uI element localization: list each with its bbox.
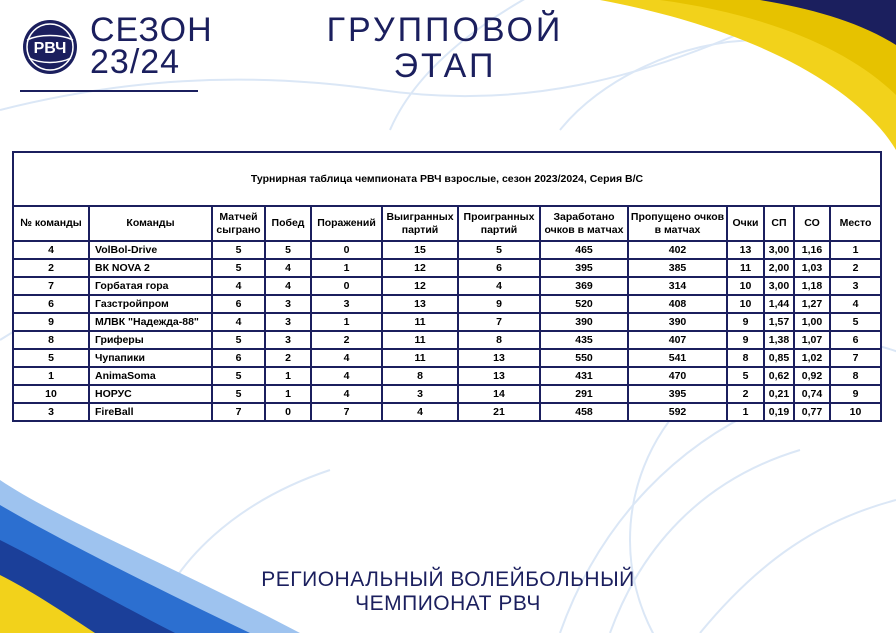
table-cell: 6	[212, 349, 265, 367]
table-cell: 7	[13, 277, 89, 295]
column-header: № команды	[13, 206, 89, 241]
team-name-cell: AnimaSoma	[89, 367, 212, 385]
table-cell: 5	[13, 349, 89, 367]
table-cell: 3,00	[764, 241, 794, 259]
table-cell: 10	[830, 403, 881, 421]
table-cell: 0	[311, 241, 382, 259]
table-cell: 3	[265, 313, 311, 331]
table-cell: 1	[727, 403, 764, 421]
table-cell: 9	[727, 313, 764, 331]
table-cell: 1,57	[764, 313, 794, 331]
table-cell: 4	[212, 277, 265, 295]
season-line2: 23/24	[90, 43, 181, 81]
table-cell: 7	[830, 349, 881, 367]
column-header: СП	[764, 206, 794, 241]
table-cell: 1,18	[794, 277, 830, 295]
table-row	[13, 403, 881, 421]
table-cell: 8	[727, 349, 764, 367]
table-cell: 3	[265, 331, 311, 349]
table-cell: 0,77	[794, 403, 830, 421]
footer-line1: РЕГИОНАЛЬНЫЙ ВОЛЕЙБОЛЬНЫЙ	[261, 568, 635, 591]
table-cell: 592	[628, 403, 727, 421]
table-cell: 4	[458, 277, 540, 295]
season-title	[90, 11, 213, 81]
table-cell: 13	[458, 367, 540, 385]
table-cell: 7	[311, 403, 382, 421]
column-header: Команды	[89, 206, 212, 241]
table-cell: 0,19	[764, 403, 794, 421]
table-cell: 431	[540, 367, 628, 385]
table-cell: 458	[540, 403, 628, 421]
table-cell: 21	[458, 403, 540, 421]
table-cell: 10	[727, 277, 764, 295]
table-cell: 4	[311, 349, 382, 367]
column-header: Выигранных партий	[382, 206, 458, 241]
table-cell: 0	[311, 277, 382, 295]
table-cell: 3,00	[764, 277, 794, 295]
stage-line1: ГРУППОВОЙ	[326, 11, 564, 49]
table-cell: 9	[13, 313, 89, 331]
table-cell: 369	[540, 277, 628, 295]
table-cell: 1,07	[794, 331, 830, 349]
table-cell: 1,44	[764, 295, 794, 313]
table-cell: 8	[13, 331, 89, 349]
team-name-cell: Горбатая гора	[89, 277, 212, 295]
table-body	[13, 241, 881, 421]
footer-title	[198, 568, 698, 616]
table-cell: 11	[727, 259, 764, 277]
table-cell: 1	[265, 367, 311, 385]
table-cell: 11	[382, 349, 458, 367]
table-cell: 9	[458, 295, 540, 313]
table-cell: 5	[727, 367, 764, 385]
table-cell: 314	[628, 277, 727, 295]
table-cell: 5	[212, 331, 265, 349]
team-name-cell: НОРУС	[89, 385, 212, 403]
table-cell: 1	[830, 241, 881, 259]
column-header: Пропущено очков в матчах	[628, 206, 727, 241]
table-cell: 395	[628, 385, 727, 403]
table-cell: 5	[212, 385, 265, 403]
stage-title	[310, 12, 580, 84]
table-cell: 13	[727, 241, 764, 259]
table-cell: 408	[628, 295, 727, 313]
table-row	[13, 295, 881, 313]
season-underline	[20, 90, 198, 92]
table-cell: 8	[458, 331, 540, 349]
table-cell: 6	[13, 295, 89, 313]
table-cell: 5	[830, 313, 881, 331]
table-cell: 435	[540, 331, 628, 349]
rvch-logo	[21, 18, 79, 76]
table-cell: 1,02	[794, 349, 830, 367]
table-cell: 3	[311, 295, 382, 313]
table-cell: 4	[830, 295, 881, 313]
column-header: СО	[794, 206, 830, 241]
table-cell: 2	[830, 259, 881, 277]
team-name-cell: Гриферы	[89, 331, 212, 349]
table-cell: 1	[311, 259, 382, 277]
table-cell: 3	[265, 295, 311, 313]
table-cell: 11	[382, 331, 458, 349]
table-cell: 465	[540, 241, 628, 259]
table-cell: 15	[382, 241, 458, 259]
team-name-cell: МЛВК "Надежда-88"	[89, 313, 212, 331]
table-cell: 5	[212, 367, 265, 385]
table-cell: 12	[382, 259, 458, 277]
table-cell: 0,62	[764, 367, 794, 385]
table-cell: 1,16	[794, 241, 830, 259]
column-header: Заработано очков в матчах	[540, 206, 628, 241]
table-cell: 3	[13, 403, 89, 421]
logo-text: РВЧ	[33, 40, 67, 57]
table-cell: 2	[311, 331, 382, 349]
table-cell: 5	[212, 241, 265, 259]
table-row	[13, 241, 881, 259]
table-cell: 390	[540, 313, 628, 331]
table-row	[13, 367, 881, 385]
team-name-cell: ВК NOVA 2	[89, 259, 212, 277]
column-header: Очки	[727, 206, 764, 241]
column-header: Поражений	[311, 206, 382, 241]
table-cell: 395	[540, 259, 628, 277]
table-cell: 10	[13, 385, 89, 403]
table-cell: 4	[311, 385, 382, 403]
table-cell: 1,00	[794, 313, 830, 331]
table-cell: 14	[458, 385, 540, 403]
table-caption: Турнирная таблица чемпионата РВЧ взрослые, сезон 2023/2024, Серия В/С	[13, 152, 881, 206]
table-cell: 7	[212, 403, 265, 421]
column-header: Матчей сыграно	[212, 206, 265, 241]
table-header-row	[13, 206, 881, 241]
footer-line2: ЧЕМПИОНАТ РВЧ	[355, 592, 541, 615]
table-row	[13, 277, 881, 295]
table-row	[13, 259, 881, 277]
table-cell: 6	[212, 295, 265, 313]
table-cell: 2	[265, 349, 311, 367]
table-cell: 385	[628, 259, 727, 277]
table-cell: 0	[265, 403, 311, 421]
table-cell: 541	[628, 349, 727, 367]
table-cell: 5	[458, 241, 540, 259]
table-row	[13, 313, 881, 331]
table-cell: 13	[382, 295, 458, 313]
table-cell: 407	[628, 331, 727, 349]
team-name-cell: VolBol-Drive	[89, 241, 212, 259]
table-row	[13, 331, 881, 349]
table-cell: 4	[311, 367, 382, 385]
table-cell: 9	[727, 331, 764, 349]
table-cell: 1,38	[764, 331, 794, 349]
table-cell: 10	[727, 295, 764, 313]
column-header: Проигранных партий	[458, 206, 540, 241]
season-line1: СЕЗОН	[90, 11, 213, 49]
table-cell: 3	[382, 385, 458, 403]
table-cell: 0,92	[794, 367, 830, 385]
table-cell: 2	[727, 385, 764, 403]
table-cell: 520	[540, 295, 628, 313]
table-cell: 8	[830, 367, 881, 385]
table-cell: 4	[265, 277, 311, 295]
table-cell: 4	[265, 259, 311, 277]
team-name-cell: Чупапики	[89, 349, 212, 367]
table-cell: 291	[540, 385, 628, 403]
table-cell: 3	[830, 277, 881, 295]
column-header: Место	[830, 206, 881, 241]
table-cell: 390	[628, 313, 727, 331]
table-cell: 6	[830, 331, 881, 349]
table-cell: 1,03	[794, 259, 830, 277]
standings-table	[12, 151, 882, 422]
table-cell: 11	[382, 313, 458, 331]
table-cell: 2,00	[764, 259, 794, 277]
table-cell: 7	[458, 313, 540, 331]
table-cell: 1	[311, 313, 382, 331]
column-header: Побед	[265, 206, 311, 241]
team-name-cell: Газстройпром	[89, 295, 212, 313]
table-cell: 6	[458, 259, 540, 277]
table-cell: 0,85	[764, 349, 794, 367]
table-cell: 470	[628, 367, 727, 385]
table-cell: 4	[382, 403, 458, 421]
table-cell: 8	[382, 367, 458, 385]
table-cell: 402	[628, 241, 727, 259]
table-cell: 1,27	[794, 295, 830, 313]
stage-line2: ЭТАП	[393, 47, 497, 85]
table-row	[13, 385, 881, 403]
table-cell: 4	[13, 241, 89, 259]
team-name-cell: FireBall	[89, 403, 212, 421]
table-cell: 4	[212, 313, 265, 331]
table-cell: 12	[382, 277, 458, 295]
table-cell: 1	[265, 385, 311, 403]
table-cell: 9	[830, 385, 881, 403]
table-cell: 0,74	[794, 385, 830, 403]
table-cell: 5	[265, 241, 311, 259]
table-cell: 1	[13, 367, 89, 385]
table-row	[13, 349, 881, 367]
table-cell: 2	[13, 259, 89, 277]
table-cell: 5	[212, 259, 265, 277]
table-cell: 0,21	[764, 385, 794, 403]
table-cell: 550	[540, 349, 628, 367]
table-cell: 13	[458, 349, 540, 367]
